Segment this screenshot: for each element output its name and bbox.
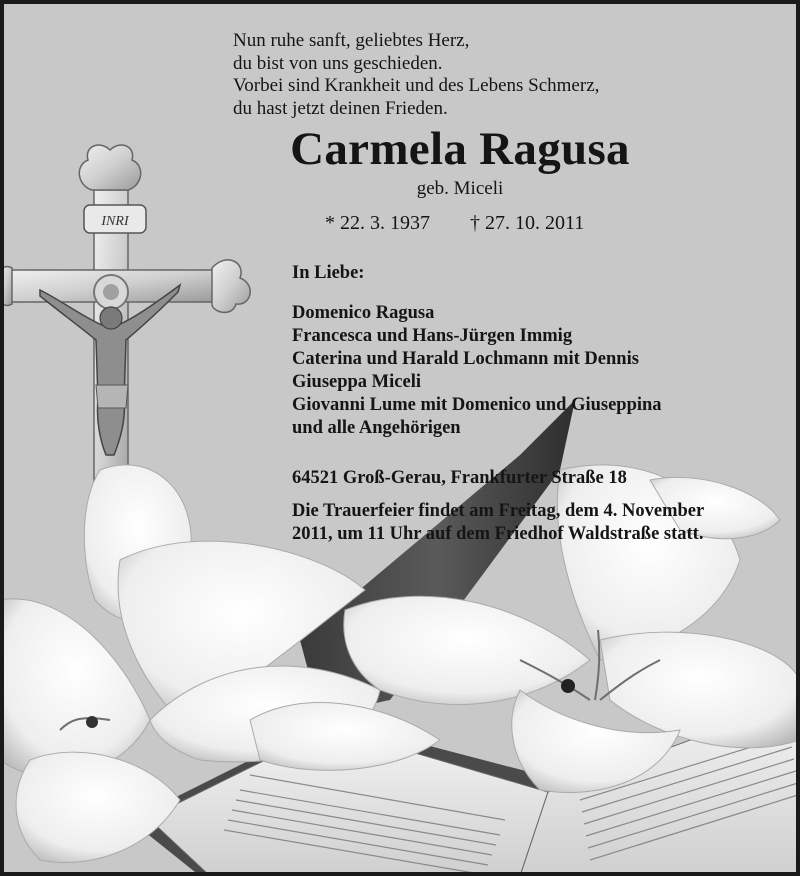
- maiden-name: geb. Miceli: [416, 178, 504, 199]
- funeral-service-info: [292, 500, 704, 546]
- poem-line: Nun ruhe sanft, geliebtes Herz,: [233, 30, 470, 51]
- poem-line: du hast jetzt deinen Frieden.: [233, 97, 448, 119]
- life-dates: [325, 212, 584, 235]
- mourner-name: und alle Angehörigen: [292, 418, 461, 438]
- birth-date: * 22. 3. 1937: [325, 212, 430, 234]
- family-address: 64521 Groß-Gerau, Frankfurter Straße 18: [292, 468, 627, 488]
- mourner-name: Caterina und Harald Lochmann mit Dennis: [292, 349, 639, 369]
- mourner-name: Domenico Ragusa: [292, 303, 435, 323]
- mourner-name: Giovanni Lume mit Domenico und Giuseppina: [292, 395, 662, 415]
- cross-inscription: INRI: [101, 214, 129, 229]
- poem-line: Vorbei sind Krankheit und des Lebens Schmerz,: [233, 75, 600, 96]
- poem: [233, 30, 599, 120]
- service-line: Die Trauerfeier findet am Freitag, dem 4. November: [292, 501, 705, 521]
- mourners-list: [292, 302, 662, 440]
- mourner-name: Francesca und Hans-Jürgen Immig: [292, 326, 573, 346]
- mourners-intro: In Liebe:: [292, 263, 365, 283]
- death-date: † 27. 10. 2011: [470, 212, 585, 234]
- poem-line: du bist von uns geschieden.: [233, 52, 443, 74]
- mourner-name: Giuseppa Miceli: [292, 372, 421, 392]
- service-line: 2011, um 11 Uhr auf dem Friedhof Waldstraße statt.: [292, 524, 704, 544]
- deceased-name: Carmela Ragusa: [290, 123, 630, 175]
